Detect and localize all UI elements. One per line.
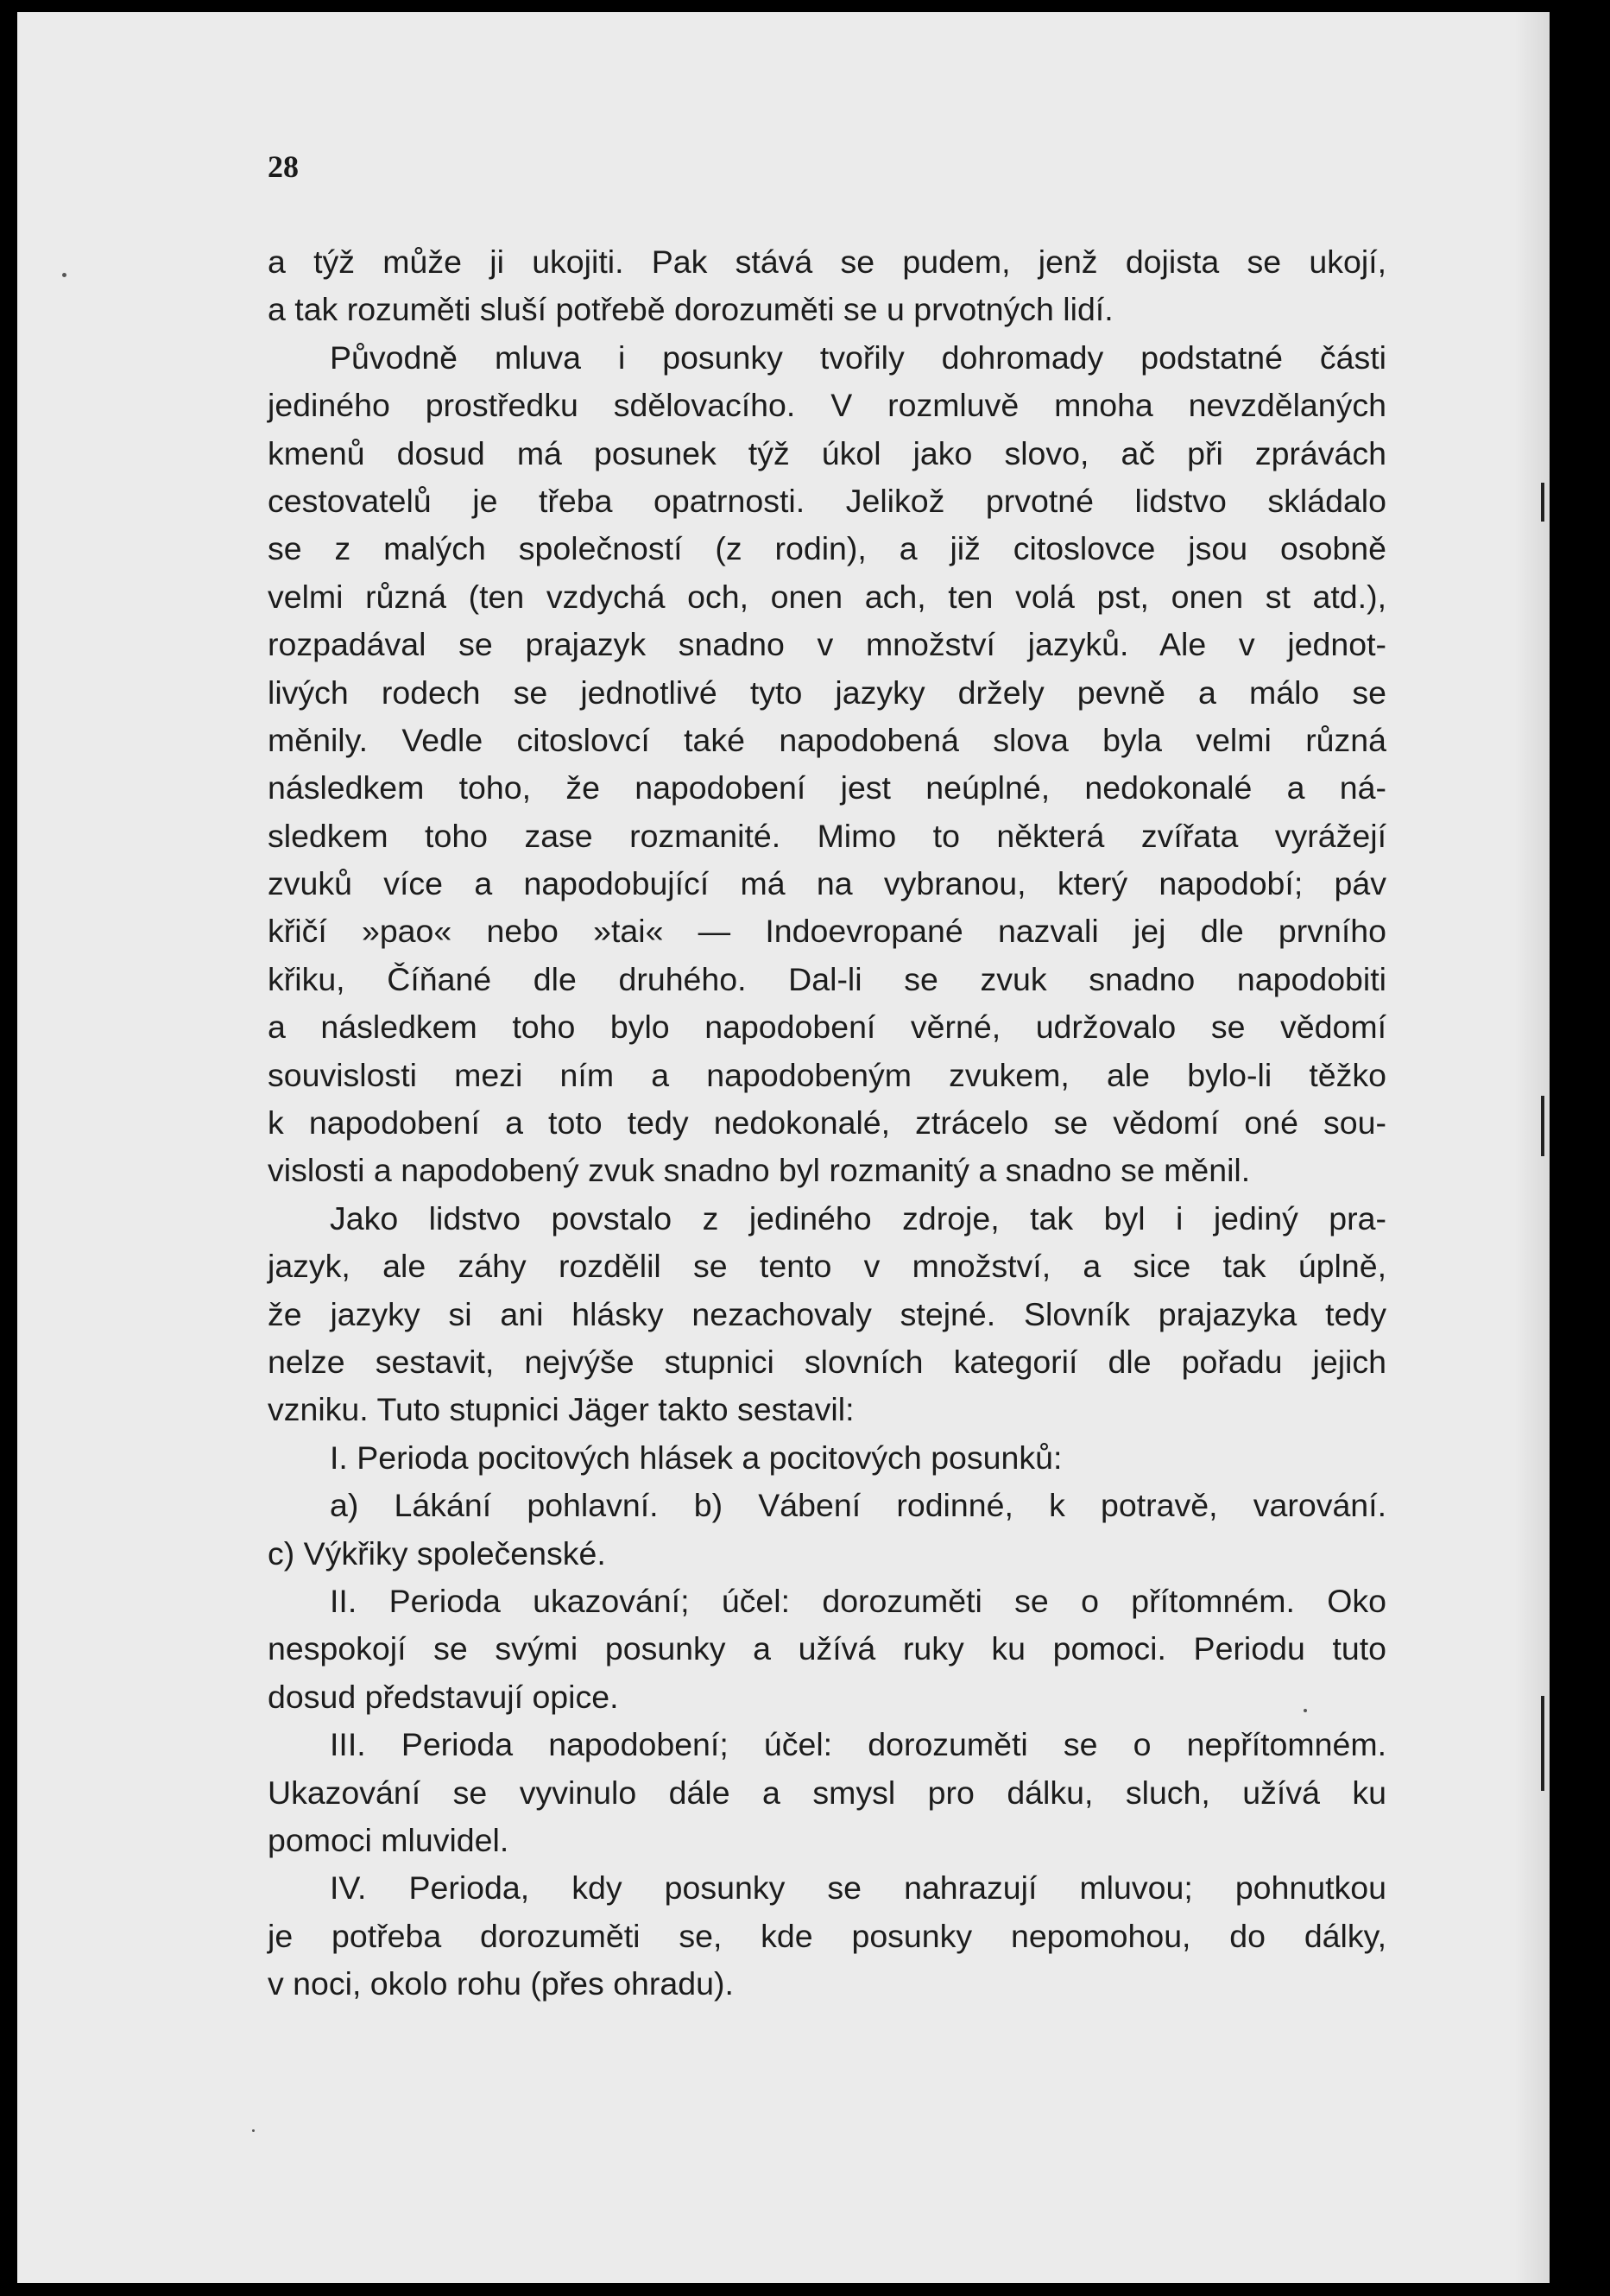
text-line: nespokojí se svými posunky a užívá ruky ku pomoci. Periodu tuto (268, 1630, 1386, 1667)
page-edge-shadow (1515, 12, 1550, 2283)
text-line: křičí »pao« nebo »tai« — Indoevropané nazvali jej dle prvního (268, 913, 1386, 950)
text-line: pomoci mluvidel. (268, 1821, 509, 1858)
edge-mark (1541, 1096, 1544, 1156)
page-number: 28 (268, 149, 299, 184)
text-line: velmi různá (ten vzdychá och, onen ach, ten volá pst, onen st atd.), (268, 578, 1386, 615)
text-line: nelze sestavit, nejvýše stupnici slovních kategorií dle pořadu jejich (268, 1343, 1386, 1380)
text-line: sledkem toho zase rozmanité. Mimo to některá zvířata vyrážejí (268, 817, 1386, 854)
text-line: zvuků více a napodobující má na vybranou, který napodobí; páv (268, 865, 1386, 902)
scanned-page (17, 12, 1550, 2283)
text-line: Jako lidstvo povstalo z jediného zdroje, tak byl i jediný pra- (330, 1199, 1386, 1237)
text-line: III. Perioda napodobení; účel: dorozuměti se o nepřítomném. (330, 1726, 1386, 1763)
text-line: křiku, Číňané dle druhého. Dal-li se zvuk snadno napodobiti (268, 960, 1386, 997)
text-line: Původně mluva i posunky tvořily dohromady podstatné části (330, 338, 1386, 376)
edge-mark (1541, 1696, 1544, 1791)
text-line: jazyk, ale záhy rozdělil se tento v množství, a sice tak úplně, (268, 1248, 1386, 1285)
text-line: rozpadával se prajazyk snadno v množství jazyků. Ale v jednot- (268, 626, 1386, 663)
dust-speck (252, 2129, 255, 2132)
text-line: a týž může ji ukojiti. Pak stává se pudem, jenž dojista se ukojí, (268, 244, 1386, 280)
text-line: a) Lákání pohlavní. b) Vábení rodinné, k potravě, varování. (330, 1487, 1386, 1524)
text-line: je potřeba dorozuměti se, kde posunky nepomohou, do dálky, (268, 1917, 1386, 1954)
text-line: cestovatelů je třeba opatrnosti. Jelikož prvotné lidstvo skládalo (268, 482, 1386, 519)
text-line: vislosti a napodobený zvuk snadno byl rozmanitý a snadno se měnil. (268, 1152, 1251, 1189)
body-text (268, 238, 1386, 2008)
text-line: kmenů dosud má posunek týž úkol jako slovo, ač při zprávách (268, 434, 1386, 471)
text-line: II. Perioda ukazování; účel: dorozuměti se o přítomném. Oko (330, 1582, 1386, 1619)
text-line: livých rodech se jednotlivé tyto jazyky držely pevně a málo se (268, 674, 1386, 711)
text-line: následkem toho, že napodobení jest neúplné, nedokonalé a ná- (268, 769, 1386, 806)
text-line: a následkem toho bylo napodobení věrné, udržovalo se vědomí (268, 1009, 1386, 1046)
text-line: že jazyky si ani hlásky nezachovaly stejné. Slovník prajazyka tedy (268, 1295, 1386, 1332)
text-line: se z malých společností (z rodin), a již citoslovce jsou osobně (268, 530, 1386, 567)
text-line: IV. Perioda, kdy posunky se nahrazují mluvou; pohnutkou (330, 1869, 1386, 1907)
text-line: Ukazování se vyvinulo dále a smysl pro dálku, sluch, užívá ku (268, 1774, 1386, 1811)
text-line: v noci, okolo rohu (přes ohradu). (268, 1965, 734, 2002)
text-line: k napodobení a toto tedy nedokonalé, ztrácelo se vědomí oné sou- (268, 1104, 1386, 1142)
text-line: c) Výkřiky společenské. (268, 1534, 606, 1572)
text-line: dosud představují opice. (268, 1678, 619, 1715)
text-line: souvislosti mezi ním a napodobeným zvukem, ale bylo-li těžko (268, 1056, 1386, 1093)
text-line: vzniku. Tuto stupnici Jäger takto sestavil: (268, 1391, 855, 1428)
text-line: I. Perioda pocitových hlásek a pocitových posunků: (330, 1439, 1063, 1476)
text-line: jediného prostředku sdělovacího. V rozmluvě mnoha nevzdělaných (268, 387, 1386, 424)
edge-mark (1541, 483, 1544, 522)
dust-speck (62, 273, 66, 277)
text-line: a tak rozuměti sluší potřebě dorozuměti se u prvotných lidí. (268, 291, 1114, 328)
text-line: měnily. Vedle citoslovcí také napodobená slova byla velmi různá (268, 721, 1386, 758)
